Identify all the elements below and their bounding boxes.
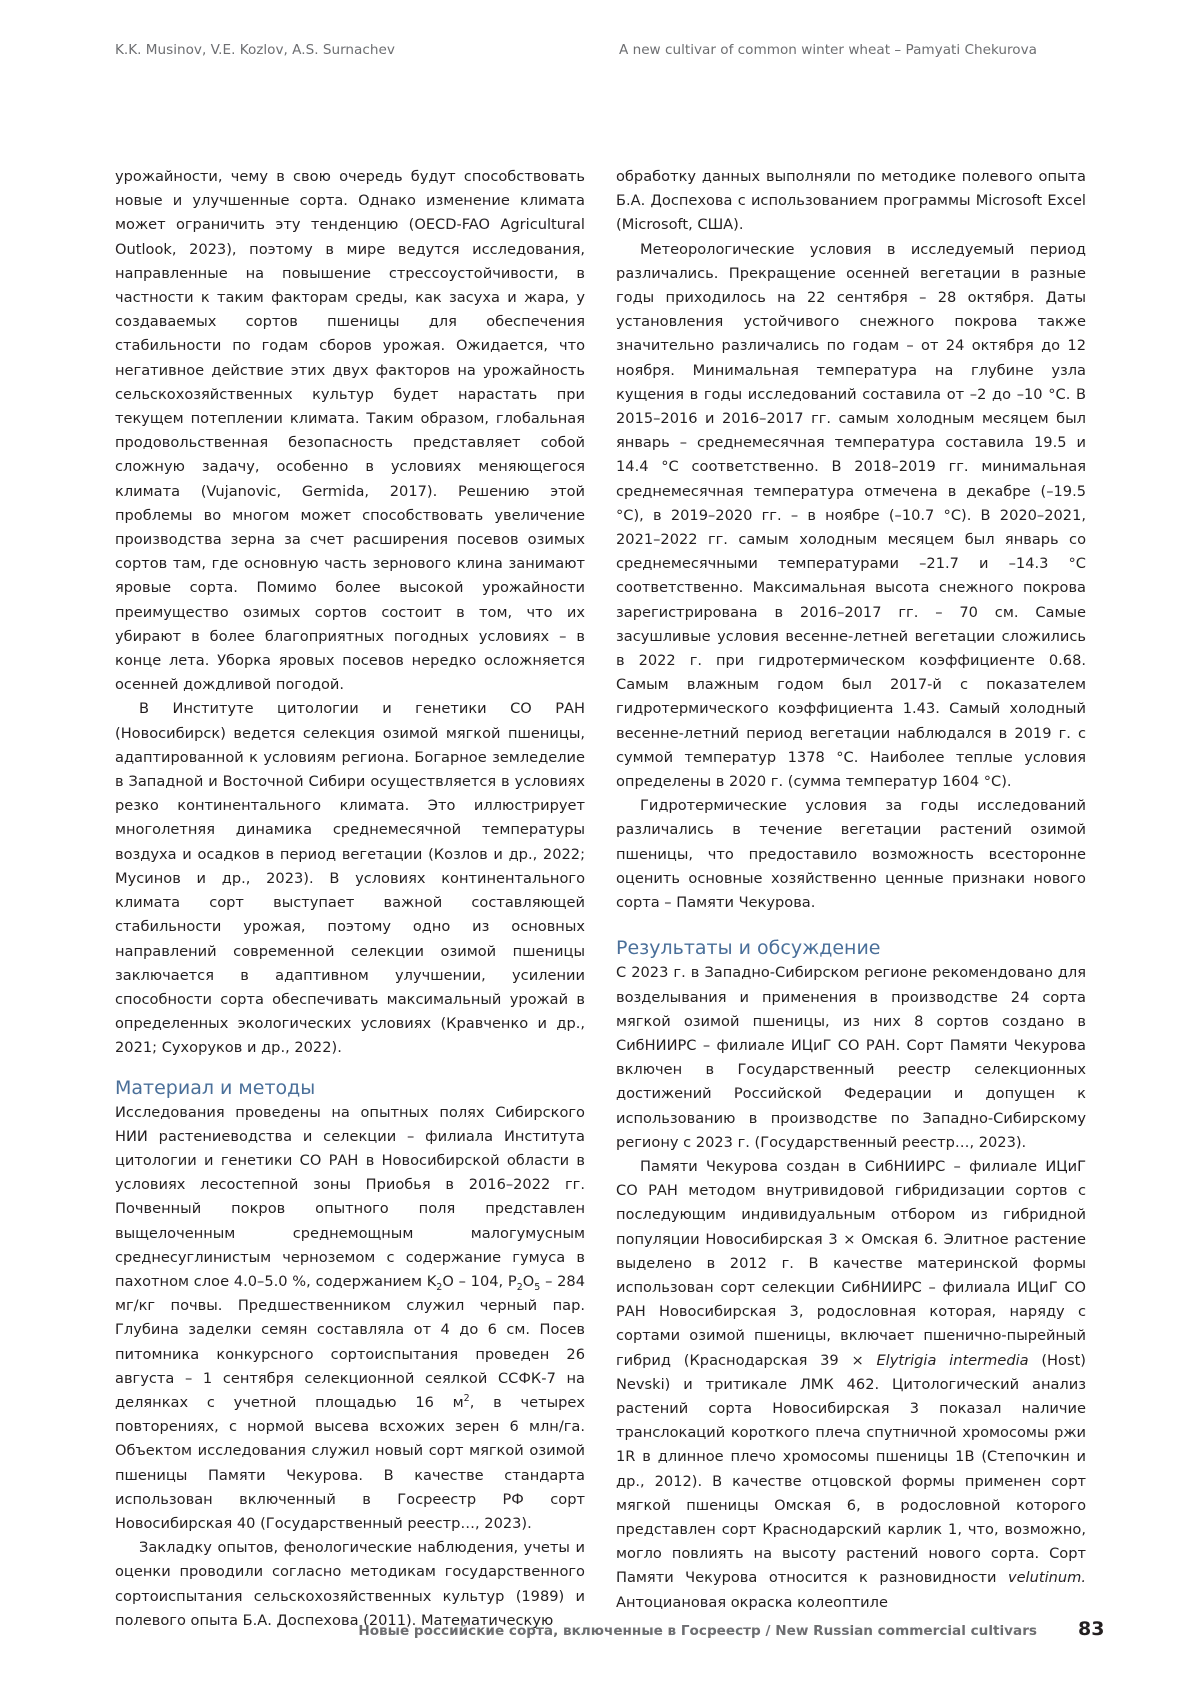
paragraph-pedigree: Памяти Чекурова создан в СибНИИРС – филиале ИЦиГ СО РАН методом внутривидовой гибридизации сортов с последующим индивидуальным отбором из гибридной популяции Новосибирская 3 × Омская 6. Элитное растение выделено в 2012 г. В качестве материнской формы использован сорт селекции СибНИИРС – филиала ИЦиГ СО РАН Новосибирская 3, родословная которая, наряду с сортами озимой пшеницы, включает пшенично-пырейный гибрид (Краснодарская 39 × Elytrigia intermedia (Host) Nevski) и тритикале ЛМК 462. Цитологический анализ растений сорта Новосибирская 3 показал наличие транслокаций короткого плеча спутничной хромосомы ржи 1R в длинное плечо хромосомы пшеницы 1B (Степочкин и др., 2012). В качестве отцовской формы применен сорт мягкой пшеницы Омская 6, в родословной которого представлен сорт Краснодарский карлик 1, что, возможно, могло повлиять на высоту растений нового сорта. Сорт Памяти Чекурова относится к разновидности velutinum. Антоциановая окраска колеоптиле <box>616 1157 1086 1611</box>
running-head <box>115 42 1037 64</box>
running-head-title: A new cultivar of common winter wheat – Pamyati Chekurova <box>618 42 1037 58</box>
paragraph-methods: Исследования проведены на опытных полях Сибирского НИИ растениеводства и селекции – филиала Института цитологии и генетики СО РАН в Новосибирской области в условиях лесостепной зоны Приобья в 2016–2022 гг. Почвенный покров опытного поля представлен выщелоченным среднемощным малогумусным среднесуглинистым черноземом с содержание гумуса в пахотном слое 4.0–5.0 %, содержанием $K_2O - 104$, $P_2O_5 - 284$ мг/кг почвы. Предшественником служил черный пар. Глубина заделки семян составляла от 4 до 6 см. Посев питомника конкурсного сортоиспытания проведен 26 августа – 1 сентября селекционной сеялкой ССФК-7 на делянках с учетной площадью 16 $м^2$, в четырех повторениях, с нормой высева всхожих зерен 6 млн/га. Объектом исследования служил новый сорт мягкой озимой пшеницы Памяти Чекурова. В качестве стандарта использован включенный в Госреестр РФ сорт Новосибирская 40 (Государственный реестр…, 2023). <box>115 1103 585 1532</box>
left-column <box>115 165 585 1633</box>
right-column <box>616 165 1086 1615</box>
paragraph: урожайности, чему в свою очередь будут способствовать новые и улучшенные сорта. Однако изменение климата может ограничить эту тенденцию (OECD-FAO Agricultural Outlook, 2023), поэтому в мире ведутся исследования, направленные на повышение стрессоустойчивости, в частности к таким факторам среды, как засуха и жара, у создаваемых сортов пшеницы для обеспечения стабильности по годам сборов урожая. Ожидается, что негативное действие этих двух факторов на урожайность сельскохозяйственных культур будет нарастать при текущем потеплении климата. Таким образом, глобальная продовольственная безопасность представляет собой сложную задачу, особенно в условиях меняющегося климата (Vujanovic, Germida, 2017). Решению этой проблемы во многом может способствовать увеличение производства зерна за счет расширения посевов озимых сортов там, где основную часть зернового клина занимают яровые сорта. Помимо более высокой урожайности преимущество озимых сортов состоит в том, что их убирают в более благоприятных погодных условиях – в конце лета. Уборка яровых посевов нередко осложняется осенней дождливой погодой. <box>115 168 585 694</box>
paragraph: обработку данных выполняли по методике полевого опыта Б.А. Доспехова с использованием программы Microsoft Excel (Microsoft, США). <box>616 168 1086 234</box>
paragraph: Закладку опытов, фенологические наблюдения, учеты и оценки проводили согласно методикам государственного сортоиспытания сельскохозяйственных культур (1989) и полевого опыта Б.А. Доспехова (2011). Математическую <box>115 1539 585 1629</box>
paragraph: С 2023 г. в Западно-Сибирском регионе рекомендовано для возделывания и применения в производстве 24 сорта мягкой озимой пшеницы, из них 8 сортов создано в СибНИИРС – филиале ИЦиГ СО РАН. Сорт Памяти Чекурова включен в Государственный реестр селекционных достижений Российской Федерации и допущен к использованию в производстве по Западно-Сибирскому региону с 2023 г. (Государственный реестр…, 2023). <box>616 964 1086 1151</box>
paragraph: В Институте цитологии и генетики СО РАН (Новосибирск) ведется селекция озимой мягкой пшеницы, адаптированной к условиям региона. Богарное земледелие в Западной и Восточной Сибири осуществляется в условиях резко континентального климата. Это иллюстрирует многолетняя динамика среднемесячной температуры воздуха и осадков в период вегетации (Козлов и др., 2022; Мусинов и др., 2023). В условиях континентального климата сорт выступает важной составляющей стабильности урожая, поэтому одно из основных направлений современной селекции озимой пшеницы заключается в адаптивном улучшении, усилении способности сорта обеспечивать максимальный урожай в определенных экологических условиях (Кравченко и др., 2021; Сухоруков и др., 2022). <box>115 700 585 1057</box>
section-heading-results: Результаты и обсуждение <box>616 937 881 960</box>
section-heading-materials: Материал и методы <box>115 1076 316 1099</box>
paragraph: Гидротермические условия за годы исследований различались в течение вегетации растений озимой пшеницы, что предоставило возможность всесторонне оценить основные хозяйственно ценные признаки нового сорта – Памяти Чекурова. <box>616 797 1086 912</box>
page-number: 83 <box>1078 1618 1105 1640</box>
paragraph: Метеорологические условия в исследуемый период различались. Прекращение осенней вегетации в разные годы приходилось на 22 сентября – 28 октября. Даты установления устойчивого снежного покрова также значительно различались по годам – от 24 октября до 12 ноября. Минимальная температура на глубине узла кущения в годы исследований составила от –2 до –10 °C. В 2015–2016 и 2016–2017 гг. самым холодным месяцем был январь – среднемесячная температура составила 19.5 и 14.4 °C соответственно. В 2018–2019 гг. минимальная среднемесячная температура отмечена в декабре (–19.5 °C), в 2019–2020 гг. – в ноябре (–10.7 °C). В 2020–2021, 2021–2022 гг. самым холодным месяцем был январь со среднемесячными температурами –21.7 и –14.3 °C соответственно. Максимальная высота снежного покрова зарегистрирована в 2016–2017 гг. – 70 см. Самые засушливые условия весенне-летней вегетации сложились в 2022 г. при гидротермическом коэффициенте 0.68. Самым влажным годом был 2017-й с показателем гидротермического коэффициента 1.43. Самый холодный весенне-летний период вегетации наблюдался в 2019 г. с суммой температур 1378 °C. Наиболее теплые условия определены в 2020 г. (сумма температур 1604 °C). <box>616 240 1086 791</box>
running-head-authors: K.K. Musinov, V.E. Kozlov, A.S. Surnachev <box>115 42 395 58</box>
footer-journal: Новые российские сорта, включенные в Госреестр / New Russian commercial cultivars <box>358 1623 1037 1639</box>
